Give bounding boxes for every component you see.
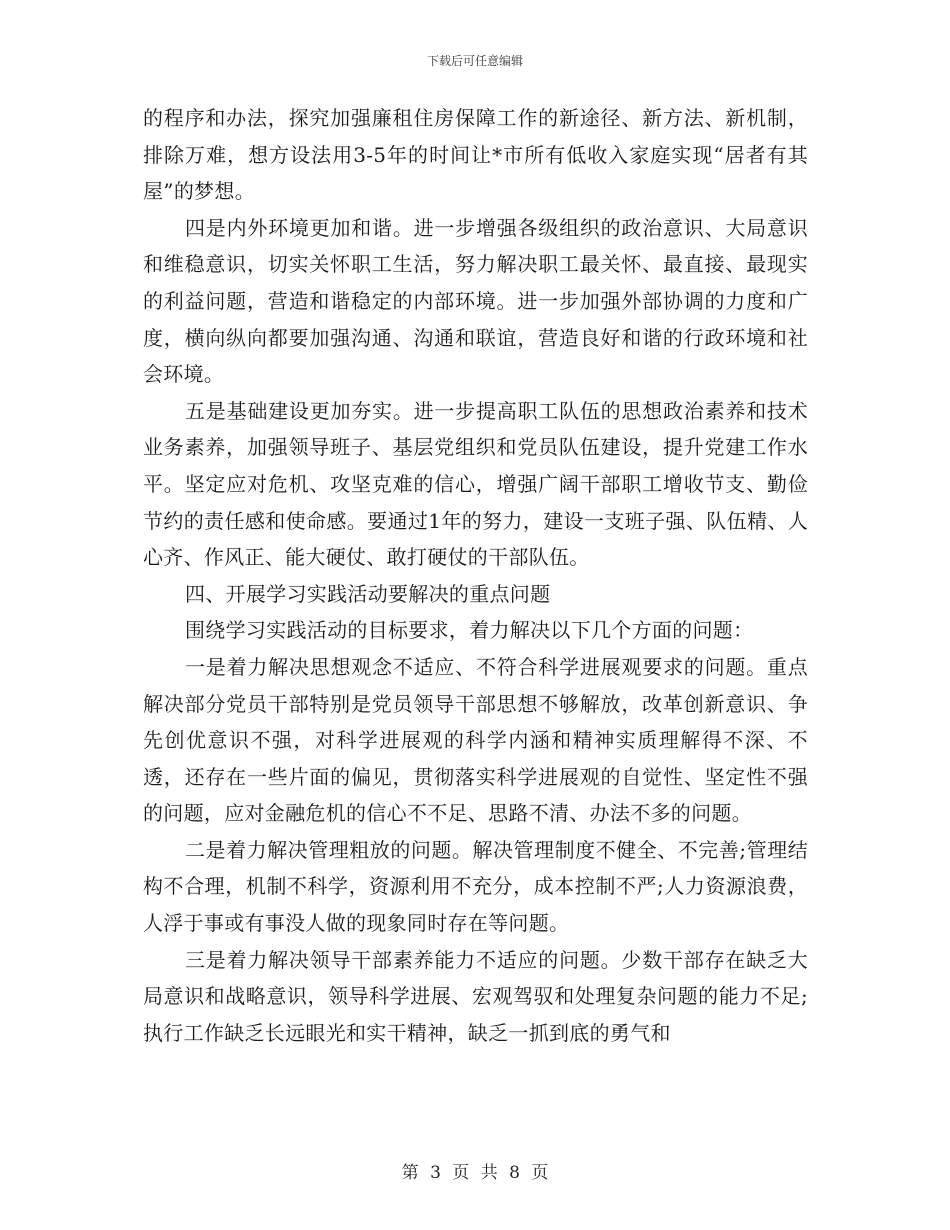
paragraph-intro: 围绕学习实践活动的目标要求，着力解决以下几个方面的问题： (185, 618, 754, 643)
page-number: 第 3 页 共 8 页 (401, 1163, 549, 1183)
page-header-note: 下载后可任意编辑 (426, 54, 523, 68)
paragraph-point-four: 四是内外环境更加和谐。进一步增强各级组织的政治意识、大局意识和维稳意识，切实关怀职工生活，努力解决职工最关怀、最直接、最现实的利益问题，营造和谐稳定的内部环境。进一步加强外部协调的力度和广度，横向纵向都要加强沟通、沟通和联谊，营造良好和谐的行政环境和社会环境。 (143, 215, 808, 387)
paragraph-issue-two: 二是着力解决管理粗放的问题。解决管理制度不健全、不完善;管理结构不合理，机制不科学，资源利用不充分，成本控制不严;人力资源浪费，人浮于事或有事没人做的现象同时存在等问题。 (143, 837, 808, 936)
paragraph-point-five: 五是基础建设更加夯实。进一步提高职工队伍的思想政治素养和技术业务素养，加强领导班子、基层党组织和党员队伍建设，提升党建工作水平。坚定应对危机、攻坚克难的信心，增强广阔干部职工增收节支、勤俭节约的责任感和使命感。要通过1年的努力，建设一支班子强、队伍精、人心齐、作风正、能大硬仗、敢打硬仗的干部队伍。 (143, 398, 808, 570)
section-heading-four: 四、开展学习实践活动要解决的重点问题 (185, 581, 551, 606)
document-body (143, 100, 808, 1051)
paragraph-continuation: 的程序和办法，探究加强廉租住房保障工作的新途径、新方法、新机制，排除万难，想方设法用3-5年的时间让*市所有低收入家庭实现“居者有其屋”的梦想。 (143, 106, 808, 204)
paragraph-issue-one: 一是着力解决思想观念不适应、不符合科学进展观要求的问题。重点解决部分党员干部特别是党员领导干部思想不够解放，改革创新意识、争先创优意识不强，对科学进展观的科学内涵和精神实质理解得不深、不透，还存在一些片面的偏见，贯彻落实科学进展观的自觉性、坚定性不强的问题，应对金融危机的信心不不足、思路不清、办法不多的问题。 (143, 654, 808, 826)
paragraph-issue-three: 三是着力解决领导干部素养能力不适应的问题。少数干部存在缺乏大局意识和战略意识，领导科学进展、宏观驾驭和处理复杂问题的能力不足;执行工作缺乏长远眼光和实干精神，缺乏一抓到底的勇气和 (143, 947, 808, 1045)
